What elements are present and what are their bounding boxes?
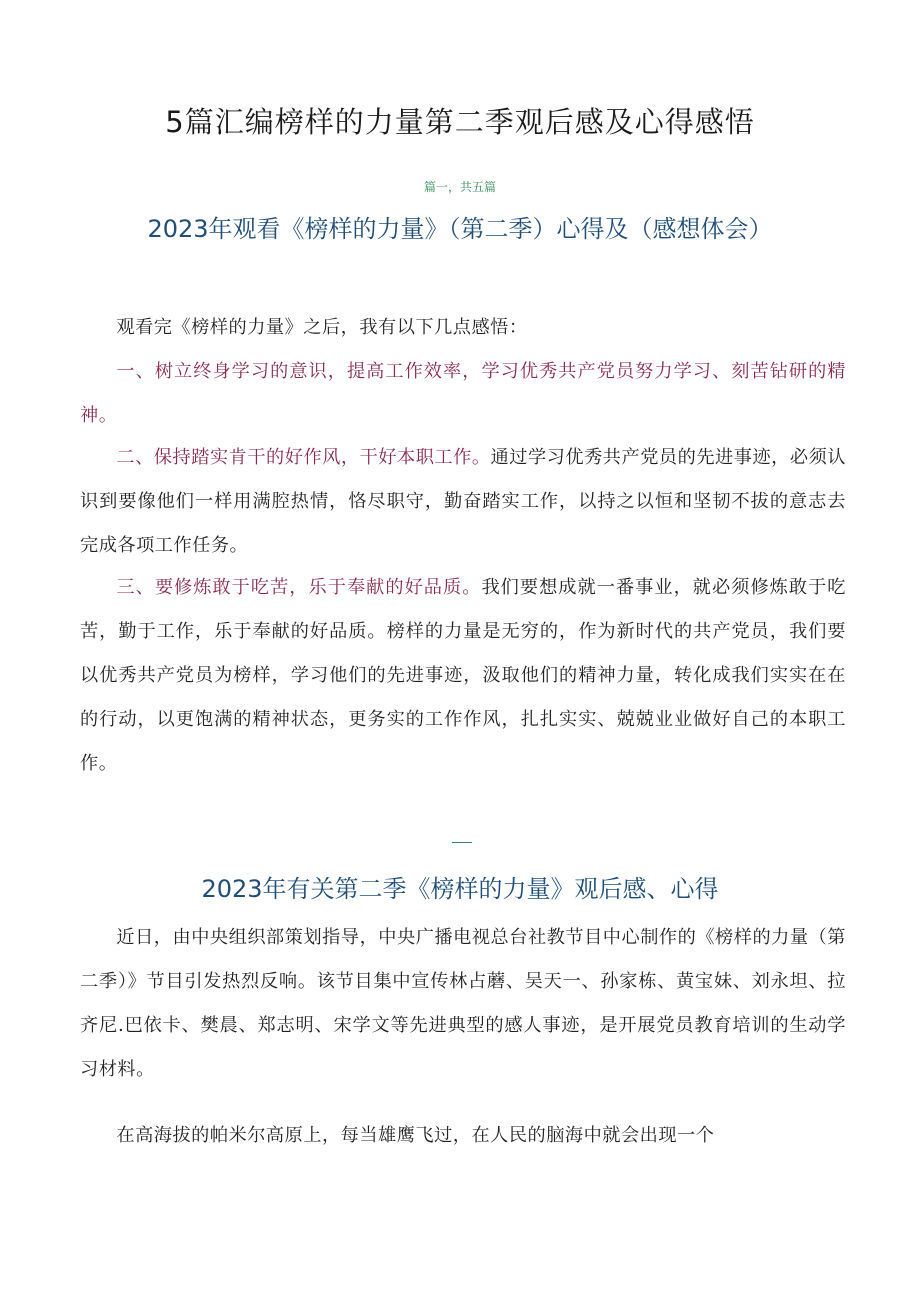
part-label: 篇一，共五篇	[423, 180, 496, 194]
section-divider	[452, 842, 472, 843]
point-2-body: 通过学习优秀共产党员的先进事迹，必须认识到要像他们一样用满腔热情，恪尽职守，勤奋踏实工作，以持之以恒和坚韧不拔的意志去完成各项工作任务。	[80, 447, 846, 556]
section-1-point-2	[80, 436, 846, 568]
point-3-heading: 三、要修炼敢于吃苦，乐于奉献的好品质。	[116, 577, 482, 598]
section-1-intro: 观看完《榜样的力量》之后，我有以下几点感悟：	[116, 317, 528, 338]
section-2-paragraph-1: 近日，由中央组织部策划指导，中央广播电视总台社教节目中心制作的《榜样的力量（第二季）》节目引发热烈反响。该节目集中宣传林占蘑、吴天一、孙家栋、黄宝妹、刘永坦、拉齐尼.巴依卡、樊晨、郑志明、宋学文等先进典型的感人事迹，是开展党员教育培训的生动学习材料。	[80, 927, 846, 1080]
section-2-title: 2023年有关第二季《榜样的力量》观后感、心得	[201, 875, 719, 903]
section-1-title: 2023年观看《榜样的力量》（第二季）心得及（感想体会）	[147, 215, 773, 243]
section-2-paragraph-2: 在高海拔的帕米尔高原上，每当雄鹰飞过，在人民的脑海中就会出现一个	[116, 1125, 715, 1146]
point-3-body: 我们要想成就一番事业，就必须修炼敢于吃苦，勤于工作，乐于奉献的好品质。榜样的力量是无穷的，作为新时代的共产党员，我们要以优秀共产党员为榜样，学习他们的先进事迹，汲取他们的精神力量，转化成我们实实在在的行动，以更饱满的精神状态，更务实的工作作风，扎扎实实、兢兢业业做好自己的本职工作。	[80, 577, 846, 774]
point-1-heading: 一、树立终身学习的意识，提高工作效率，学习优秀共产党员努力学习、刻苦钻研的精神。	[80, 361, 846, 426]
section-1-point-1	[80, 350, 846, 438]
point-2-heading: 二、保持踏实肯干的好作风，干好本职工作。	[116, 447, 491, 468]
section-1-point-3	[80, 566, 846, 786]
document-title: 5篇汇编榜样的力量第二季观后感及心得感悟	[165, 105, 755, 139]
